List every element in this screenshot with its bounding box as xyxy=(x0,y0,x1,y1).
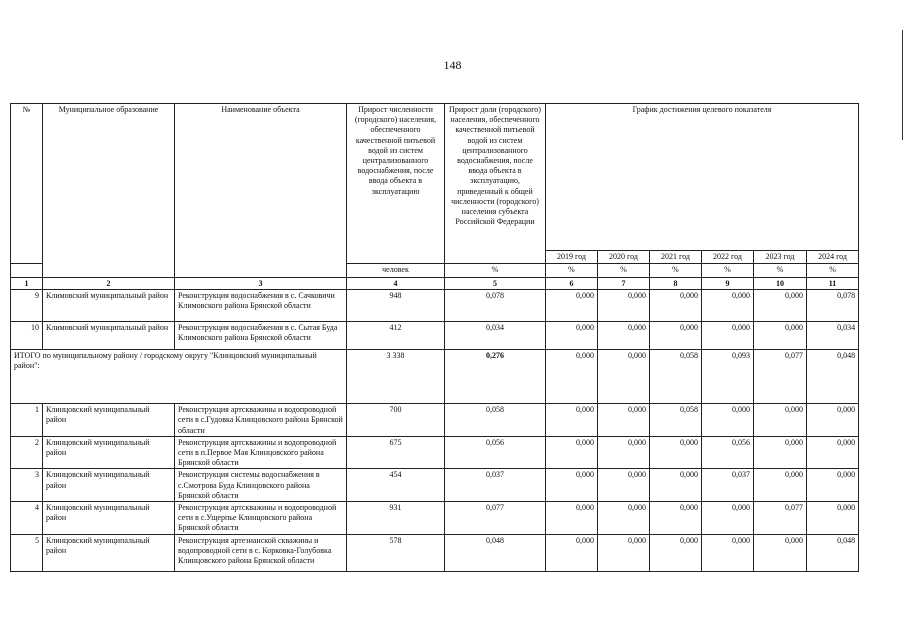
column-number: 6 xyxy=(546,278,598,290)
table-row xyxy=(11,322,859,350)
year-header: 2023 год xyxy=(754,251,807,264)
row-number: 10 xyxy=(11,322,43,350)
column-number: 5 xyxy=(445,278,546,290)
unit-cell xyxy=(11,264,43,278)
table-row xyxy=(11,469,859,502)
val-2019: 0,000 xyxy=(546,469,598,502)
total-val-2022: 0,093 xyxy=(702,350,754,404)
page-edge-line xyxy=(902,30,903,140)
val-2023: 0,000 xyxy=(754,436,807,469)
unit-share: % xyxy=(445,264,546,278)
table-row xyxy=(11,502,859,535)
val-2023: 0,000 xyxy=(754,534,807,571)
row-number: 2 xyxy=(11,436,43,469)
val-2021: 0,000 xyxy=(650,322,702,350)
val-2022: 0,037 xyxy=(702,469,754,502)
val-2021: 0,000 xyxy=(650,502,702,535)
share-cell: 0,048 xyxy=(445,534,546,571)
column-number: 9 xyxy=(702,278,754,290)
val-2022: 0,000 xyxy=(702,534,754,571)
column-number: 8 xyxy=(650,278,702,290)
unit-year: % xyxy=(807,264,859,278)
val-2020: 0,000 xyxy=(598,290,650,322)
target-indicator-table xyxy=(10,103,859,572)
row-number: 5 xyxy=(11,534,43,571)
total-label: ИТОГО по муниципальному району / городскому округу "Клинцовский муниципальный район": xyxy=(11,350,347,404)
unit-year: % xyxy=(754,264,807,278)
row-number: 1 xyxy=(11,404,43,437)
column-numbers-row xyxy=(11,278,859,290)
val-2021: 0,058 xyxy=(650,404,702,437)
val-2023: 0,077 xyxy=(754,502,807,535)
val-2022: 0,000 xyxy=(702,322,754,350)
municipality-cell: Клинцовский муниципальный район xyxy=(43,404,175,437)
val-2024: 0,000 xyxy=(807,502,859,535)
object-name-cell: Реконструкция артскважины и водопроводной сети в с.Ущерпье Клинцовского района Брянской области xyxy=(175,502,347,535)
share-cell: 0,078 xyxy=(445,290,546,322)
share-cell: 0,077 xyxy=(445,502,546,535)
val-2019: 0,000 xyxy=(546,404,598,437)
col-header-share-growth: Прирост доли (городского) населения, обеспеченного качественной питьевой водой из систем централизованного водоснабжения, после ввода объекта в эксплуатацию, приведенный к общей численности (городского) населения субъекта Российской Федерации xyxy=(445,104,546,264)
val-2020: 0,000 xyxy=(598,469,650,502)
val-2022: 0,000 xyxy=(702,290,754,322)
total-population: 3 338 xyxy=(347,350,445,404)
total-val-2024: 0,048 xyxy=(807,350,859,404)
year-header: 2021 год xyxy=(650,251,702,264)
val-2024: 0,000 xyxy=(807,436,859,469)
object-name-cell: Реконструкция водоснабжения в с. Сачковичи Климовского района Брянской области xyxy=(175,290,347,322)
unit-year: % xyxy=(598,264,650,278)
val-2020: 0,000 xyxy=(598,502,650,535)
val-2021: 0,000 xyxy=(650,290,702,322)
val-2020: 0,000 xyxy=(598,534,650,571)
table-row xyxy=(11,436,859,469)
page-number: 148 xyxy=(443,58,462,72)
object-name-cell: Реконструкция артезианской скважины и водопроводной сети в с. Корковка-Голубовка Клинцовского района Брянской области xyxy=(175,534,347,571)
table-row xyxy=(11,404,859,437)
year-header: 2020 год xyxy=(598,251,650,264)
unit-year: % xyxy=(702,264,754,278)
val-2019: 0,000 xyxy=(546,502,598,535)
val-2023: 0,000 xyxy=(754,322,807,350)
table-row xyxy=(11,534,859,571)
val-2020: 0,000 xyxy=(598,322,650,350)
year-header: 2024 год xyxy=(807,251,859,264)
municipality-cell: Климовский муниципальный район xyxy=(43,290,175,322)
header-row xyxy=(11,104,859,251)
total-val-2023: 0,077 xyxy=(754,350,807,404)
row-number: 9 xyxy=(11,290,43,322)
total-share: 0,276 xyxy=(445,350,546,404)
col-header-object: Наименование объекта xyxy=(175,104,347,278)
share-cell: 0,058 xyxy=(445,404,546,437)
val-2024: 0,034 xyxy=(807,322,859,350)
total-row xyxy=(11,350,859,404)
val-2024: 0,078 xyxy=(807,290,859,322)
col-header-pop-growth: Прирост численности (городского) населения, обеспеченного качественной питьевой водой из систем централизованного водоснабжения, после ввода объекта в эксплуатацию xyxy=(347,104,445,264)
val-2021: 0,000 xyxy=(650,436,702,469)
population-cell: 931 xyxy=(347,502,445,535)
column-number: 1 xyxy=(11,278,43,290)
val-2023: 0,000 xyxy=(754,469,807,502)
val-2024: 0,000 xyxy=(807,404,859,437)
val-2019: 0,000 xyxy=(546,436,598,469)
row-number: 4 xyxy=(11,502,43,535)
val-2019: 0,000 xyxy=(546,290,598,322)
population-cell: 412 xyxy=(347,322,445,350)
table-row xyxy=(11,290,859,322)
val-2021: 0,000 xyxy=(650,469,702,502)
column-number: 10 xyxy=(754,278,807,290)
unit-pop: человек xyxy=(347,264,445,278)
val-2019: 0,000 xyxy=(546,322,598,350)
val-2022: 0,000 xyxy=(702,502,754,535)
share-cell: 0,034 xyxy=(445,322,546,350)
municipality-cell: Климовский муниципальный район xyxy=(43,322,175,350)
population-cell: 578 xyxy=(347,534,445,571)
column-number: 3 xyxy=(175,278,347,290)
col-header-no: № xyxy=(11,104,43,264)
val-2024: 0,000 xyxy=(807,469,859,502)
object-name-cell: Реконструкция артскважины и водопроводной сети в п.Первое Мая Клинцовского района Брянской области xyxy=(175,436,347,469)
share-cell: 0,037 xyxy=(445,469,546,502)
unit-year: % xyxy=(650,264,702,278)
col-header-schedule: График достижения целевого показателя xyxy=(546,104,859,251)
object-name-cell: Реконструкция артскважины и водопроводной сети в с.Гудовка Клинцовского района Брянской области xyxy=(175,404,347,437)
object-name-cell: Реконструкция водоснабжения в с. Сытая Буда Климовского района Брянской области xyxy=(175,322,347,350)
column-number: 2 xyxy=(43,278,175,290)
population-cell: 454 xyxy=(347,469,445,502)
total-val-2021: 0,058 xyxy=(650,350,702,404)
row-number: 3 xyxy=(11,469,43,502)
share-cell: 0,056 xyxy=(445,436,546,469)
population-cell: 675 xyxy=(347,436,445,469)
total-val-2020: 0,000 xyxy=(598,350,650,404)
object-name-cell: Реконструкция системы водоснабжения в с.Смотрова Буда Клинцовского района Брянской области xyxy=(175,469,347,502)
val-2023: 0,000 xyxy=(754,404,807,437)
col-header-municipality: Муниципальное образование xyxy=(43,104,175,278)
municipality-cell: Клинцовский муниципальный район xyxy=(43,469,175,502)
municipality-cell: Клинцовский муниципальный район xyxy=(43,534,175,571)
total-val-2019: 0,000 xyxy=(546,350,598,404)
year-header: 2019 год xyxy=(546,251,598,264)
val-2021: 0,000 xyxy=(650,534,702,571)
column-number: 11 xyxy=(807,278,859,290)
population-cell: 700 xyxy=(347,404,445,437)
val-2022: 0,000 xyxy=(702,404,754,437)
municipality-cell: Клинцовский муниципальный район xyxy=(43,502,175,535)
year-header: 2022 год xyxy=(702,251,754,264)
column-number: 7 xyxy=(598,278,650,290)
val-2019: 0,000 xyxy=(546,534,598,571)
column-number: 4 xyxy=(347,278,445,290)
val-2020: 0,000 xyxy=(598,436,650,469)
municipality-cell: Клинцовский муниципальный район xyxy=(43,436,175,469)
val-2024: 0,048 xyxy=(807,534,859,571)
val-2020: 0,000 xyxy=(598,404,650,437)
val-2022: 0,056 xyxy=(702,436,754,469)
unit-year: % xyxy=(546,264,598,278)
population-cell: 948 xyxy=(347,290,445,322)
val-2023: 0,000 xyxy=(754,290,807,322)
